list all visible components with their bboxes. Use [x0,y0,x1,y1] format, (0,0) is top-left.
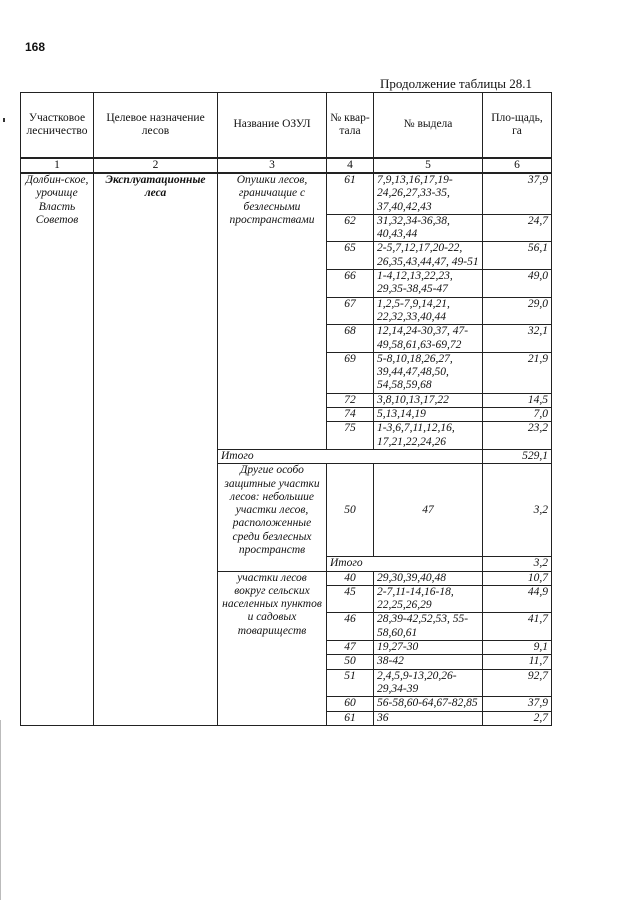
plot-cell: 5-8,10,18,26,27, 39,44,47,48,50, 54,58,59,68 [374,352,483,393]
plot-cell: 1-3,6,7,11,12,16, 17,21,22,24,26 [374,422,483,450]
quarter-cell: 72 [327,393,374,407]
table-row [21,173,552,214]
quarter-cell: 62 [327,214,374,242]
plot-cell: 31,32,34-36,38, 40,43,44 [374,214,483,242]
header-district: Участковое лесничество [21,93,94,159]
purpose-cell: Эксплуатационные леса [94,173,218,725]
ozul-name-cell: Другие особо защитные участки лесов: небольшие участки лесов, расположенные среди безлесных пространств [218,464,327,571]
plot-cell: 1-4,12,13,22,23, 29,35-38,45-47 [374,270,483,298]
plot-cell: 56-58,60-64,67-82,85 [374,697,483,711]
table-continuation-caption: Продолжение таблицы 28.1 [380,76,532,91]
header-quarter: № квар-тала [327,93,374,159]
area-cell: 41,7 [483,613,552,641]
col-number: 2 [94,158,218,173]
area-cell: 37,9 [483,697,552,711]
quarter-cell: 67 [327,297,374,325]
area-cell: 49,0 [483,270,552,298]
col-number: 6 [483,158,552,173]
col-number: 4 [327,158,374,173]
plot-cell: 38-42 [374,655,483,669]
plot-cell: 2,4,5,9-13,20,26-29,34-39 [374,669,483,697]
total-value: 3,2 [483,557,552,571]
area-cell: 3,2 [483,464,552,557]
area-cell: 21,9 [483,352,552,393]
header-area: Пло-щадь, га [483,93,552,159]
quarter-cell: 45 [327,585,374,613]
header-ozul-name: Название ОЗУЛ [218,93,327,159]
area-cell: 29,0 [483,297,552,325]
quarter-cell: 61 [327,711,374,725]
column-number-row [21,158,552,173]
plot-cell: 2-5,7,12,17,20-22, 26,35,43,44,47, 49-51 [374,242,483,270]
ozul-name-cell: Опушки лесов, граничащие с безлесными пространствами [218,173,327,449]
col-number: 1 [21,158,94,173]
plot-cell: 29,30,39,40,48 [374,571,483,585]
plot-cell: 5,13,14,19 [374,408,483,422]
total-value: 529,1 [483,449,552,463]
ozul-name-cell: участки лесов вокруг сельских населенных пунктов и садовых товариществ [218,571,327,725]
area-cell: 23,2 [483,422,552,450]
area-cell: 37,9 [483,173,552,214]
plot-cell: 12,14,24-30,37, 47-49,58,61,63-69,72 [374,325,483,353]
quarter-cell: 60 [327,697,374,711]
quarter-cell: 69 [327,352,374,393]
plot-cell: 7,9,13,16,17,19-24,26,27,33-35, 37,40,42,43 [374,173,483,214]
area-cell: 11,7 [483,655,552,669]
plot-cell: 47 [374,464,483,557]
area-cell: 24,7 [483,214,552,242]
plot-cell: 1,2,5-7,9,14,21, 22,32,33,40,44 [374,297,483,325]
plot-cell: 28,39-42,52,53, 55-58,60,61 [374,613,483,641]
area-cell: 44,9 [483,585,552,613]
district-cell: Долбин-ское, урочище Власть Советов [21,173,94,725]
plot-cell: 2-7,11-14,16-18, 22,25,26,29 [374,585,483,613]
col-number: 5 [374,158,483,173]
plot-cell: 19,27-30 [374,641,483,655]
total-label: Итого [327,557,483,571]
scan-artifact [3,118,5,122]
header-row [21,93,552,159]
total-label: Итого [218,449,483,463]
area-cell: 14,5 [483,393,552,407]
quarter-cell: 66 [327,270,374,298]
quarter-cell: 75 [327,422,374,450]
quarter-cell: 50 [327,655,374,669]
quarter-cell: 50 [327,464,374,557]
area-cell: 10,7 [483,571,552,585]
area-cell: 32,1 [483,325,552,353]
forest-table [20,92,552,726]
area-cell: 56,1 [483,242,552,270]
quarter-cell: 74 [327,408,374,422]
quarter-cell: 61 [327,173,374,214]
quarter-cell: 40 [327,571,374,585]
col-number: 3 [218,158,327,173]
plot-cell: 3,8,10,13,17,22 [374,393,483,407]
area-cell: 92,7 [483,669,552,697]
quarter-cell: 47 [327,641,374,655]
quarter-cell: 46 [327,613,374,641]
page-number: 168 [25,40,46,54]
header-plot: № выдела [374,93,483,159]
quarter-cell: 68 [327,325,374,353]
plot-cell: 36 [374,711,483,725]
area-cell: 2,7 [483,711,552,725]
area-cell: 7,0 [483,408,552,422]
quarter-cell: 65 [327,242,374,270]
quarter-cell: 51 [327,669,374,697]
area-cell: 9,1 [483,641,552,655]
scan-edge-line [0,720,1,900]
header-purpose: Целевое назначение лесов [94,93,218,159]
